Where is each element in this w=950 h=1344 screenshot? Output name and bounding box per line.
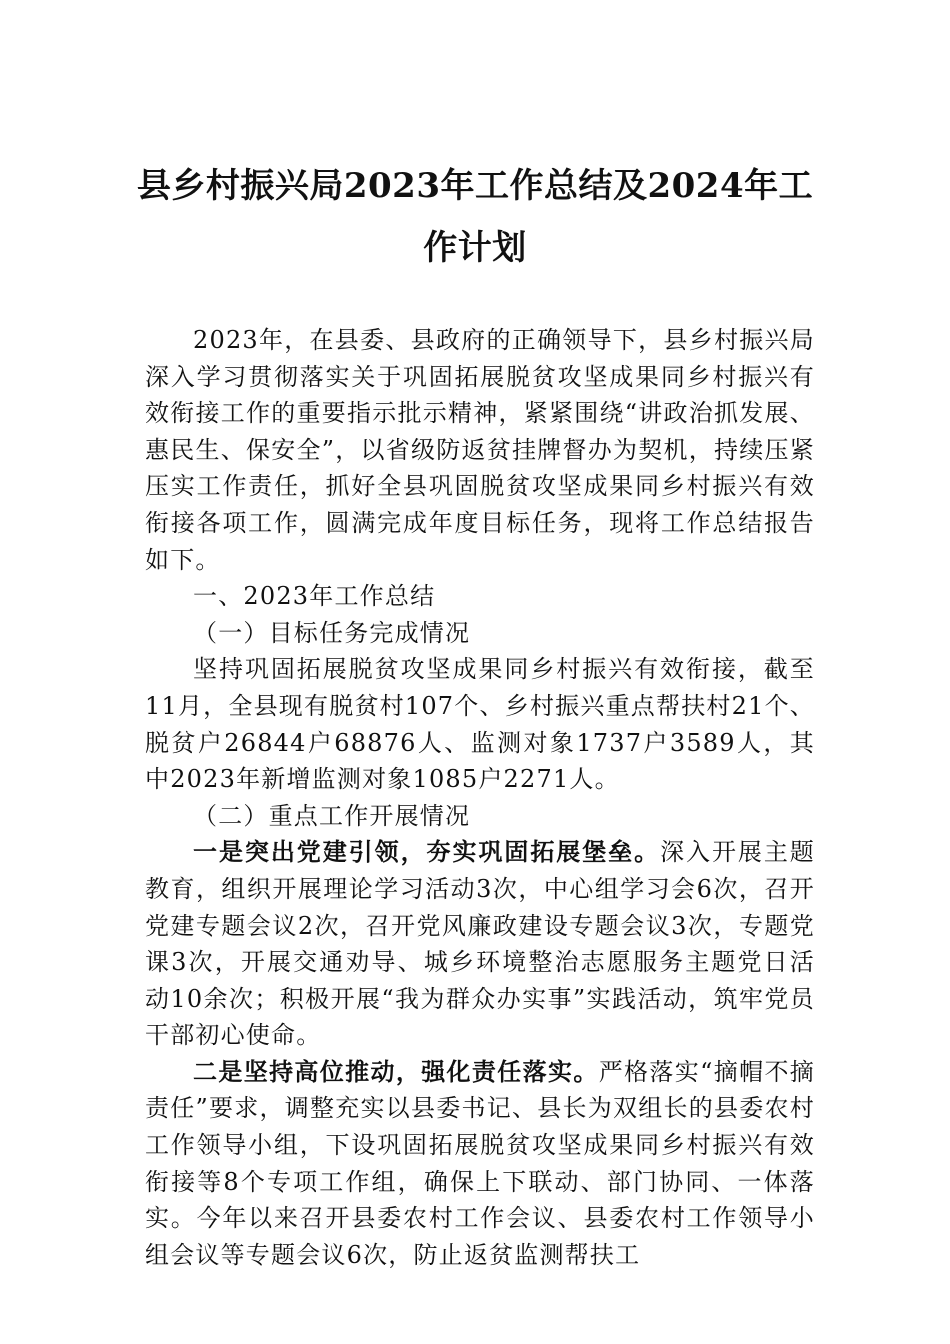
work-item-2-text: 严格落实“摘帽不摘责任”要求，调整充实以县委书记、县长为双组长的县委农村工作领导小组，下设巩固拓展脱贫攻坚成果同乡村振兴有效衔接等8个专项工作组，确保上下联动、部门协同、一体落实。今年以来召开县委农村工作会议、县委农村工作领导小组会议等专题会议6次，防止返贫监测帮扶工: [145, 1057, 815, 1269]
targets-paragraph: 坚持巩固拓展脱贫攻坚成果同乡村振兴有效衔接，截至11月，全县现有脱贫村107个、乡村振兴重点帮扶村21个、脱贫户26844户68876人、监测对象1737户3589人，其中2023年新增监测对象1085户2271人。: [145, 655, 815, 794]
subsection-heading-2: （二）重点工作开展情况: [193, 801, 471, 830]
work-item-2: [145, 1054, 815, 1274]
subsection-heading-1: （一）目标任务完成情况: [193, 618, 471, 647]
section-heading-1: 一、2023年工作总结: [193, 582, 436, 611]
title-line-2: 作计划: [423, 228, 527, 268]
work-item-1-text: 深入开展主题教育，组织开展理论学习活动3次，中心组学习会6次，召开党建专题会议2次，召开党风廉政建设专题会议3次，专题党课3次，开展交通劝导、城乡环境整治志愿服务主题党日活动10余次；积极开展“我为群众办实事”实践活动，筑牢党员干部初心使命。: [145, 838, 815, 1050]
document-title: [130, 155, 820, 279]
work-item-1-lead: 一是突出党建引领，夯实巩固拓展堡垒。: [193, 837, 661, 867]
work-item-1: [145, 834, 815, 1054]
document-body: [145, 322, 815, 1273]
work-item-2-lead: 二是坚持高位推动，强化责任落实。: [193, 1056, 599, 1086]
title-line-1: 县乡村振兴局2023年工作总结及2024年工: [136, 166, 814, 206]
intro-paragraph: 2023年，在县委、县政府的正确领导下，县乡村振兴局深入学习贯彻落实关于巩固拓展脱贫攻坚成果同乡村振兴有效衔接工作的重要指示批示精神，紧紧围绕“讲政治抓发展、惠民生、保安全”，以省级防返贫挂牌督办为契机，持续压紧压实工作责任，抓好全县巩固脱贫攻坚成果同乡村振兴有效衔接各项工作，圆满完成年度目标任务，现将工作总结报告如下。: [145, 326, 815, 574]
